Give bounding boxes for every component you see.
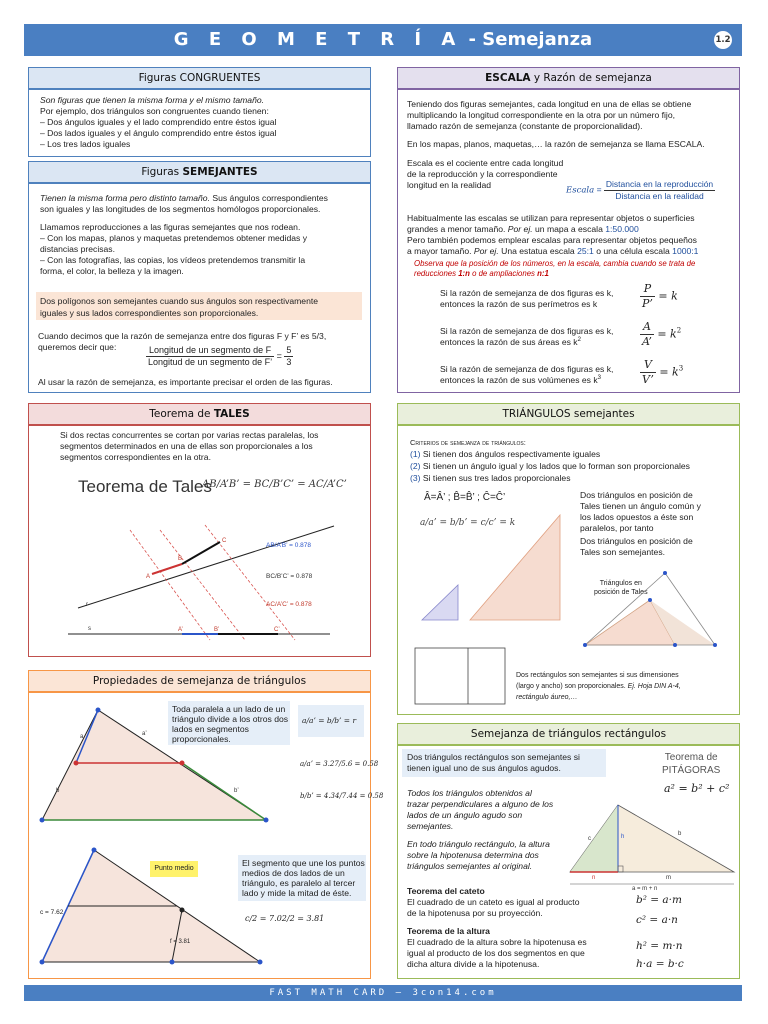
- tales-v3: AC/A’C’ = 0.878: [266, 601, 312, 608]
- escala-fa-n: A: [640, 320, 654, 335]
- escala-p9b: Por ej.: [507, 224, 533, 234]
- propiedades-lbl-a2: a’: [142, 731, 147, 737]
- escala-f-label: Escala: [566, 185, 595, 196]
- triangulos-pos4: paralelos, por tanto: [580, 523, 654, 533]
- propiedades-medio: Punto medio: [150, 861, 198, 877]
- tales-v2: BC/B’C’ = 0.878: [266, 573, 313, 580]
- rectangulos-i4: semejantes.: [407, 821, 454, 831]
- escala-p5: Escala es el cociente entre cada longitud: [407, 158, 564, 168]
- semejantes-header: [28, 161, 371, 183]
- tales-lbl-C: C: [222, 538, 227, 544]
- triangulos-c1: Si tienen dos ángulos respectivamente iguales: [420, 449, 601, 459]
- escala-n1: Observa que la posición de los números, en la escala, cambia cuando se trata de: [414, 259, 696, 268]
- congruentes-l1: Son figuras que tienen la misma forma y el mismo tamaño.: [40, 95, 265, 105]
- rectangulos-pit1: Teorema de: [664, 752, 718, 763]
- escala-p6: de la reproducción y la correspondiente: [407, 169, 558, 179]
- triangulos-ratio: a/a’ = b/b’ = c/c’ = k: [420, 518, 516, 528]
- triangulos-tp2: posición de Tales: [594, 588, 648, 596]
- triangulos-c2: Si tienen un ángulo igual y los lados que lo forman son proporcionales: [420, 461, 690, 471]
- escala-n2d: n:1: [537, 269, 549, 278]
- escala-fp-d: P’: [642, 296, 653, 310]
- tales-header: [28, 403, 371, 425]
- triangulos-rect1: Dos rectángulos son semejantes si sus dimensiones: [516, 672, 679, 679]
- rectangulos-i5: En todo triángulo rectángulo, la altura: [407, 839, 550, 849]
- semejantes-header-a: Figuras: [141, 166, 183, 178]
- escala-p2: multiplicando la longitud correspondiente en la otra por un número fijo,: [407, 110, 676, 120]
- escala-formula-v: [640, 358, 683, 387]
- escala-n2c: o de ampliaciones: [469, 269, 538, 278]
- tales-v1: AB/A’B’ = 0.878: [266, 542, 311, 549]
- semejantes-fnum: Longitud de un segmento de F: [146, 345, 274, 357]
- triangulos-c2-wrap: [410, 461, 690, 472]
- propiedades-header: Propiedades de semejanza de triángulos: [28, 670, 371, 692]
- tales-fig-eq: AB/A’B’ = BC/B’C’ = AC/A’C’: [202, 479, 347, 490]
- escala-p9: [407, 224, 639, 235]
- triangulos-tp1: Triángulos en: [599, 580, 642, 587]
- propiedades-b4: proporcionales.: [172, 734, 231, 744]
- semejantes-l7: forma, el color, la belleza y la imagen.: [40, 266, 184, 276]
- triangulos-rect-figure: [410, 640, 510, 710]
- page-badge: 1.2: [714, 31, 732, 49]
- escala-fv-sup: 3: [678, 364, 684, 373]
- propiedades-eq3: b/b’ = 4.34/7.44 = 0.58: [300, 792, 384, 800]
- tales-diagram: [60, 500, 360, 650]
- triangulos-c3: Si tienen sus tres lados proporcionales: [420, 473, 571, 483]
- rectangulos-hl1: Dos triángulos rectángulos son semejantes si: [407, 752, 580, 762]
- rectangulos-i1: Todos los triángulos obtenidos al: [407, 788, 532, 798]
- rectangulos-pit2: PITÁGORAS: [662, 764, 721, 776]
- escala-formula: [566, 179, 715, 201]
- escala-k3a: Si la razón de semejanza de dos figuras es k,: [440, 364, 614, 374]
- semejantes-r1: Cuando decimos que la razón de semejanza entre dos figuras F y F’ es 5/3,: [38, 331, 327, 341]
- congruentes-l2: Por ejemplo, dos triángulos son congruentes cuando tienen:: [40, 106, 269, 116]
- title-sep: -: [462, 29, 483, 50]
- semejantes-f5: 5: [284, 345, 293, 357]
- escala-fv-r: = k: [659, 365, 679, 379]
- rectangulos-e1: b² = a·m: [636, 894, 682, 906]
- rectangulos-fig-m: m: [666, 875, 671, 881]
- congruentes-l4: – Dos lados iguales y el ángulo comprendido entre éstos igual: [40, 128, 277, 138]
- escala-k3sup: 3: [597, 375, 601, 382]
- propiedades-eq1: a/a’ = b/b’ = r: [302, 716, 357, 725]
- tales-lbl-A2: A’: [178, 627, 183, 633]
- escala-f-eq: =: [596, 184, 602, 195]
- rectangulos-e4: h·a = b·c: [636, 958, 684, 970]
- triangulos-tales-figure: [580, 565, 740, 660]
- semejantes-l2: son iguales y las longitudes de los segmentos homólogos proporcionales.: [40, 204, 321, 214]
- propiedades-lbl-b: b: [56, 788, 60, 794]
- semejantes-hl2: iguales y sus lados correspondientes son proporcionales.: [40, 308, 259, 318]
- triangulos-pos5: Dos triángulos en posición de: [580, 536, 693, 546]
- escala-fp-n: P: [640, 282, 655, 297]
- tales-lbl-A: A: [146, 574, 151, 580]
- rectangulos-figure: [566, 800, 738, 892]
- triangulos-c1n: (1): [410, 449, 421, 459]
- propiedades-m3: triángulo, es paralelo al tercer: [242, 878, 356, 888]
- escala-p11f: 1000:1: [672, 246, 699, 256]
- propiedades-eq4: c/2 = 7.02/2 = 3.81: [245, 914, 325, 923]
- escala-fv-n: V: [640, 358, 656, 373]
- tales-fig-title: Teorema de Tales: [78, 477, 212, 496]
- escala-fa-r: = k: [657, 327, 677, 341]
- tales-lbl-B: B: [178, 556, 183, 562]
- rectangulos-i7: triángulos semejantes al original.: [407, 861, 533, 871]
- title-banner: [24, 24, 742, 56]
- escala-p9a: grandes a menor tamaño.: [407, 224, 508, 234]
- title-main: G E O M E T R Í A: [173, 29, 463, 50]
- escala-p11e: o una célula escala: [593, 246, 673, 256]
- triangulos-header-b: semejantes: [570, 408, 635, 420]
- semejantes-f3: 3: [286, 357, 292, 368]
- rectangulos-pit-eq: a² = b² + c²: [664, 782, 730, 795]
- escala-p11d: 25:1: [577, 246, 594, 256]
- triangulos-rect3: rectángulo áureo,…: [516, 694, 578, 701]
- propiedades-b3: lados en segmentos: [172, 724, 249, 734]
- rectangulos-header: Semejanza de triángulos rectángulos: [397, 723, 740, 745]
- propiedades-m2: medios de dos lados de un: [242, 868, 345, 878]
- escala-k3b-wrap: [440, 375, 601, 386]
- escala-header-a: ESCALA: [485, 72, 531, 84]
- rectangulos-e2: c² = a·n: [636, 914, 678, 926]
- escala-p11a: a mayor tamaño.: [407, 246, 474, 256]
- triangulos-pos3: los lados opuestos a éste son: [580, 512, 694, 522]
- propiedades-lbl-a: a: [80, 734, 84, 740]
- rectangulos-alt2: igual al producto de los dos segmentos en que: [407, 948, 585, 958]
- propiedades-b1: Toda paralela a un lado de un: [172, 704, 286, 714]
- congruentes-l3: – Dos ángulos iguales y el lado comprendido entre éstos igual: [40, 117, 277, 127]
- escala-fa-sup: 2: [676, 326, 682, 335]
- triangulos-header: [397, 403, 740, 425]
- triangulos-pos1: Dos triángulos en posición de: [580, 490, 693, 500]
- escala-n2: [414, 269, 549, 279]
- propiedades-c-lbl: c = 7.62: [40, 909, 64, 916]
- tales-header-a: Teorema de: [149, 408, 214, 420]
- escala-k2b-wrap: [440, 337, 581, 348]
- semejantes-fden: Longitud de un segmento de F’: [148, 357, 273, 368]
- escala-formula-a: [640, 320, 681, 349]
- escala-fa-d: A’: [642, 334, 652, 348]
- escala-p7: longitud en la realidad: [407, 180, 492, 190]
- escala-header-b: y Razón de semejanza: [530, 72, 652, 84]
- rectangulos-e3: h² = m·n: [636, 940, 683, 952]
- semejantes-l4: – Con los mapas, planos y maquetas pretendemos obtener medidas y: [40, 233, 308, 243]
- triangulos-pos2: Tales tienen un ángulo común y: [580, 501, 701, 511]
- tales-lbl-s: s: [88, 626, 91, 632]
- escala-k1a: Si la razón de semejanza de dos figuras es k,: [440, 288, 614, 298]
- escala-formula-p: [640, 282, 678, 311]
- escala-p4: En los mapas, planos, maquetas,… la razón de semejanza se llama ESCALA.: [407, 139, 705, 149]
- semejantes-formula: [146, 345, 293, 369]
- tales-lbl-C2: C’: [274, 627, 280, 633]
- escala-k2sup: 2: [577, 337, 581, 344]
- semejantes-l1b: Sus ángulos correspondientes: [209, 193, 328, 203]
- rectangulos-i3: lados de un ángulo agudo son: [407, 810, 523, 820]
- escala-p9c: un mapa a escala: [532, 224, 606, 234]
- tales-lbl-r: r: [86, 602, 88, 608]
- footer: FAST MATH CARD – 3con14.com: [24, 985, 742, 1001]
- triangulos-header-a: TRIÁNGULOS: [502, 408, 571, 420]
- escala-fp-r: = k: [658, 289, 678, 303]
- escala-p3: llamado razón de semejanza (constante de proporcionalidad).: [407, 121, 643, 131]
- rectangulos-i2: trazar perpendiculares a alguno de los: [407, 799, 554, 809]
- propiedades-lbl-b2: b’: [234, 788, 239, 794]
- escala-p11b: Por ej.: [473, 246, 499, 256]
- triangulos-rect2: [516, 683, 681, 692]
- escala-f-den: Distancia en la realidad: [615, 190, 704, 201]
- title-sub: Semejanza: [482, 29, 593, 50]
- propiedades-m4: lado y mide la mitad de éste.: [242, 888, 352, 898]
- escala-header: [397, 67, 740, 89]
- rectangulos-cat1: El cuadrado de un cateto es igual al producto: [407, 897, 580, 907]
- tales-p3: segmentos correspondientes en la otra.: [60, 452, 211, 462]
- semejantes-l3: Llamamos reproducciones a las figuras semejantes que nos rodean.: [40, 222, 301, 232]
- triangulos-c3-wrap: [410, 473, 571, 484]
- rectangulos-cat-t: Teorema del cateto: [407, 886, 485, 896]
- rectangulos-alt-t: Teorema de la altura: [407, 926, 490, 936]
- escala-p10: Pero también podemos emplear escalas para representar objetos pequeños: [407, 235, 697, 245]
- triangulos-c3n: (3): [410, 473, 421, 483]
- escala-k3b: entonces la razón de sus volúmenes es k: [440, 375, 598, 385]
- congruentes-l5: – Los tres lados iguales: [40, 139, 131, 149]
- escala-p11c: Una estatua escala: [498, 246, 578, 256]
- rectangulos-cat2: de la hipotenusa por su proyección.: [407, 908, 543, 918]
- congruentes-header: [28, 67, 371, 89]
- rectangulos-hl2: tienen igual uno de sus ángulos agudos.: [407, 763, 561, 773]
- rectangulos-fig-c: c: [588, 836, 591, 842]
- triangulos-pos6: Tales son semejantes.: [580, 547, 666, 557]
- rectangulos-fig-amn: a = m + n: [632, 886, 658, 892]
- semejantes-r3: Al usar la razón de semejanza, es importante precisar el orden de las figuras.: [38, 377, 333, 387]
- tales-lbl-B2: B’: [214, 627, 220, 633]
- congruentes-header-b: CONGRUENTES: [179, 72, 261, 84]
- triangulos-angles: Â=Â’ ; B̂=B̂’ ; Ĉ=Ĉ’: [424, 492, 506, 503]
- rectangulos-alt1: El cuadrado de la altura sobre la hipotenusa es: [407, 937, 587, 947]
- triangulos-c1-wrap: [410, 449, 600, 460]
- propiedades-eq2: a/a’ = 3.27/5.6 = 0.58: [300, 760, 379, 768]
- semejantes-header-b: SEMEJANTES: [182, 166, 258, 178]
- propiedades-m1: El segmento que une los puntos: [242, 858, 365, 868]
- rectangulos-fig-b: b: [678, 831, 682, 837]
- propiedades-f-lbl: f = 3.81: [170, 939, 191, 945]
- escala-p1: Teniendo dos figuras semejantes, cada longitud en una de ellas se obtiene: [407, 99, 692, 109]
- rectangulos-fig-n: n: [592, 875, 596, 881]
- propiedades-b2: triángulo divide a los otros dos: [172, 714, 289, 724]
- escala-fv-d: V’: [642, 372, 654, 386]
- triangulos-c2n: (2): [410, 461, 421, 471]
- escala-k2a: Si la razón de semejanza de dos figuras es k,: [440, 326, 614, 336]
- escala-n2a: reducciones: [414, 269, 459, 278]
- semejantes-r2: queremos decir que:: [38, 342, 117, 352]
- escala-n2b: 1:n: [458, 269, 470, 278]
- tales-p2: segmentos determinados en una de ellas son proporcionales a los: [60, 441, 313, 451]
- semejantes-l1-wrap: [40, 193, 328, 204]
- rectangulos-alt3: dicha altura divide a la hipotenusa.: [407, 959, 540, 969]
- semejantes-l1: Tienen la misma forma pero distinto tamaño.: [40, 193, 210, 203]
- rectangulos-fig-h: h: [621, 834, 625, 840]
- rectangulos-pit: [662, 752, 720, 777]
- escala-p9d: 1:50.000: [605, 224, 639, 234]
- semejantes-l5: distancias precisas.: [40, 244, 115, 254]
- escala-k2b: entonces la razón de sus áreas es k: [440, 337, 578, 347]
- congruentes-header-a: Figuras: [138, 72, 180, 84]
- tales-header-b: TALES: [213, 408, 250, 420]
- escala-p11: [407, 246, 698, 257]
- tales-p1: Si dos rectas concurrentes se cortan por varias rectas paralelas, los: [60, 430, 319, 440]
- escala-f-num: Distancia en la reproducción: [605, 179, 714, 189]
- semejantes-hl1: Dos polígonos son semejantes cuando sus ángulos son respectivamente: [40, 296, 319, 306]
- escala-p8: Habitualmente las escalas se utilizan para representar objetos o superficies: [407, 213, 695, 223]
- semejantes-l6: – Con las fotografías, las copias, los vídeos pretendemos transmitir la: [40, 255, 306, 265]
- semejantes-feq: =: [276, 351, 282, 362]
- escala-k1b: entonces la razón de sus perímetros es k: [440, 299, 598, 309]
- triangulos-c0: Criterios de semejanza de triángulos:: [410, 438, 526, 447]
- triangulos-rect2a: (largo y ancho) son proporcionales.: [516, 683, 628, 690]
- rectangulos-i6: sobre la hipotenusa determina dos: [407, 850, 539, 860]
- triangulos-rect2b: Ej. Hoja DIN A-4,: [627, 683, 681, 690]
- triangulos-small-figure: [410, 510, 570, 630]
